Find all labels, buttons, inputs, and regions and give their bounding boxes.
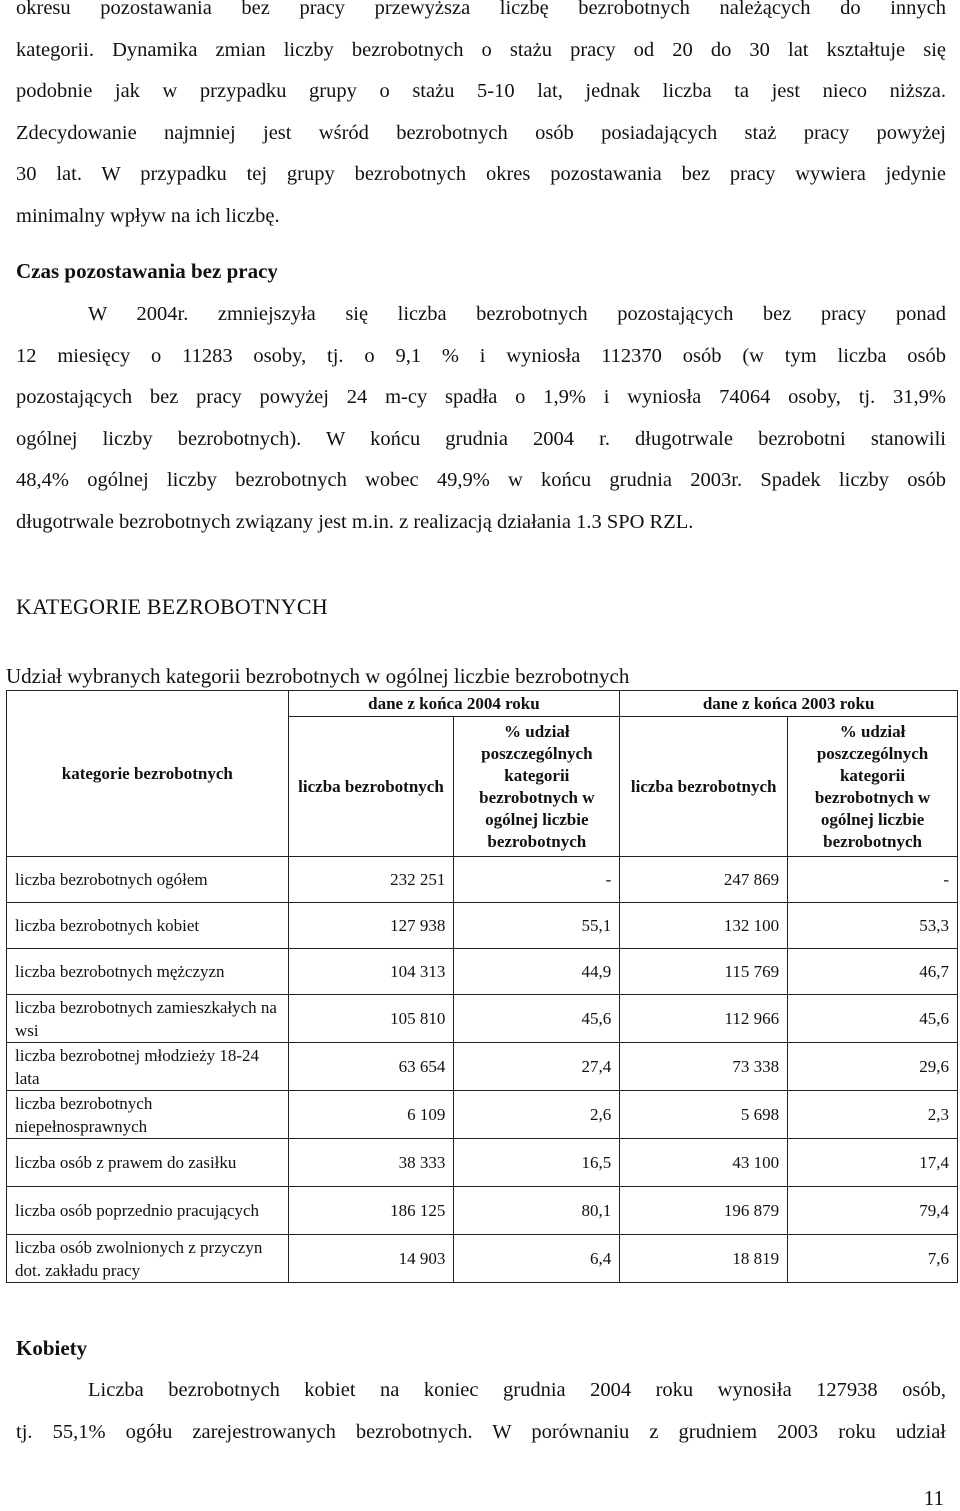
text-line: minimalny wpływ na ich liczbę.	[16, 204, 280, 227]
share-2004: 44,9	[454, 949, 620, 995]
count-2004: 104 313	[288, 949, 454, 995]
text-line: W 2004r. zmniejszyła się liczba bezrobotnych pozostających bez pracy ponad	[88, 303, 946, 325]
share-2004: 27,4	[454, 1043, 620, 1091]
header-share-2004: % udział poszczególnych kategorii bezrobotnych w ogólnej liczbie bezrobotnych	[454, 717, 620, 857]
row-label: liczba bezrobotnych niepełnosprawnych	[7, 1091, 289, 1139]
share-2004: 2,6	[454, 1091, 620, 1139]
text-line: 30 lat. W przypadku tej grupy bezrobotnych okres pozostawania bez pracy wywiera jedynie	[16, 163, 946, 185]
section-heading-women: Kobiety	[16, 1336, 88, 1360]
row-label: liczba bezrobotnych kobiet	[7, 903, 289, 949]
count-2003: 112 966	[620, 995, 788, 1043]
share-2003: 79,4	[788, 1187, 958, 1235]
text-line: podobnie jak w przypadku grupy o stażu 5-10 lat, jednak liczba ta jest nieco niższa.	[16, 80, 946, 102]
text-line: tj. 55,1% ogółu zarejestrowanych bezrobotnych. W porównaniu z grudniem 2003 roku udział	[16, 1420, 946, 1443]
text-line: Zdecydowanie najmniej jest wśród bezrobotnych osób posiadających staż pracy powyżej	[16, 121, 946, 144]
count-2003: 43 100	[620, 1139, 788, 1187]
section-heading-categories: KATEGORIE BEZROBOTNYCH	[16, 594, 328, 619]
share-2003: -	[788, 857, 958, 903]
row-label: liczba osób zwolnionych z przyczyn dot. zakładu pracy	[7, 1235, 289, 1283]
text-line: długotrwale bezrobotnych związany jest m.in. z realizacją działania 1.3 SPO RZL.	[16, 510, 694, 533]
count-2003: 247 869	[620, 857, 788, 903]
header-category: kategorie bezrobotnych	[7, 691, 289, 857]
count-2004: 127 938	[288, 903, 454, 949]
count-2004: 186 125	[288, 1187, 454, 1235]
count-2004: 6 109	[288, 1091, 454, 1139]
section-heading-time: Czas pozostawania bez pracy	[16, 259, 278, 283]
table-row	[7, 903, 958, 949]
row-label: liczba bezrobotnej młodzieży 18-24 lata	[7, 1043, 289, 1091]
table-row	[7, 857, 958, 903]
share-2003: 46,7	[788, 949, 958, 995]
share-2004: 55,1	[454, 903, 620, 949]
share-2004: 6,4	[454, 1235, 620, 1283]
share-2003: 17,4	[788, 1139, 958, 1187]
share-2003: 29,6	[788, 1043, 958, 1091]
page-number: 11	[923, 1486, 944, 1510]
text-line: 12 miesięcy o 11283 osoby, tj. o 9,1 % i wyniosła 112370 osób (w tym liczba osób	[16, 344, 946, 367]
count-2004: 14 903	[288, 1235, 454, 1283]
share-2003: 45,6	[788, 995, 958, 1043]
time-paragraph	[16, 294, 946, 543]
share-2003: 53,3	[788, 903, 958, 949]
row-label: liczba osób poprzednio pracujących	[7, 1187, 289, 1235]
header-share-2003: % udział poszczególnych kategorii bezrobotnych w ogólnej liczbie bezrobotnych	[788, 717, 958, 857]
table-row	[7, 1235, 958, 1283]
row-label: liczba bezrobotnych ogółem	[7, 857, 289, 903]
text-line: 48,4% ogólnej liczby bezrobotnych wobec 49,9% w końcu grudnia 2003r. Spadek liczby osób	[16, 469, 946, 491]
text-line: pozostających bez pracy powyżej 24 m-cy spadła o 1,9% i wyniosła 74064 osoby, tj. 31,9%	[16, 386, 946, 408]
share-2003: 7,6	[788, 1235, 958, 1283]
table-row	[7, 1187, 958, 1235]
table-caption: Udział wybranych kategorii bezrobotnych w ogólnej liczbie bezrobotnych	[6, 664, 630, 688]
row-label: liczba bezrobotnych mężczyzn	[7, 949, 289, 995]
count-2003: 132 100	[620, 903, 788, 949]
count-2003: 196 879	[620, 1187, 788, 1235]
row-label: liczba osób z prawem do zasiłku	[7, 1139, 289, 1187]
table-row	[7, 1043, 958, 1091]
intro-paragraph	[16, 0, 946, 237]
text-line: kategorii. Dynamika zmian liczby bezrobotnych o stażu pracy od 20 do 30 lat kształtuje się	[16, 38, 946, 61]
share-2004: 16,5	[454, 1139, 620, 1187]
count-2003: 73 338	[620, 1043, 788, 1091]
header-count-2004: liczba bezrobotnych	[288, 717, 454, 857]
women-paragraph	[16, 1370, 946, 1453]
categories-table	[6, 690, 958, 1283]
share-2004: 45,6	[454, 995, 620, 1043]
row-label: liczba bezrobotnych zamieszkałych na wsi	[7, 995, 289, 1043]
share-2004: -	[454, 857, 620, 903]
count-2004: 105 810	[288, 995, 454, 1043]
text-line: okresu pozostawania bez pracy przewyższa liczbę bezrobotnych należących do innych	[16, 0, 946, 19]
count-2004: 232 251	[288, 857, 454, 903]
count-2004: 38 333	[288, 1139, 454, 1187]
header-count-2003: liczba bezrobotnych	[620, 717, 788, 857]
text-line: Liczba bezrobotnych kobiet na koniec grudnia 2004 roku wynosiła 127938 osób,	[88, 1379, 946, 1401]
table-row	[7, 949, 958, 995]
text-line: ogólnej liczby bezrobotnych). W końcu grudnia 2004 r. długotrwale bezrobotni stanowili	[16, 427, 946, 450]
table-row	[7, 1139, 958, 1187]
count-2004: 63 654	[288, 1043, 454, 1091]
share-2003: 2,3	[788, 1091, 958, 1139]
header-group-2004: dane z końca 2004 roku	[288, 691, 620, 717]
count-2003: 18 819	[620, 1235, 788, 1283]
table-header-row	[7, 691, 958, 717]
share-2004: 80,1	[454, 1187, 620, 1235]
table-row	[7, 995, 958, 1043]
count-2003: 5 698	[620, 1091, 788, 1139]
table-row	[7, 1091, 958, 1139]
header-group-2003: dane z końca 2003 roku	[620, 691, 958, 717]
count-2003: 115 769	[620, 949, 788, 995]
